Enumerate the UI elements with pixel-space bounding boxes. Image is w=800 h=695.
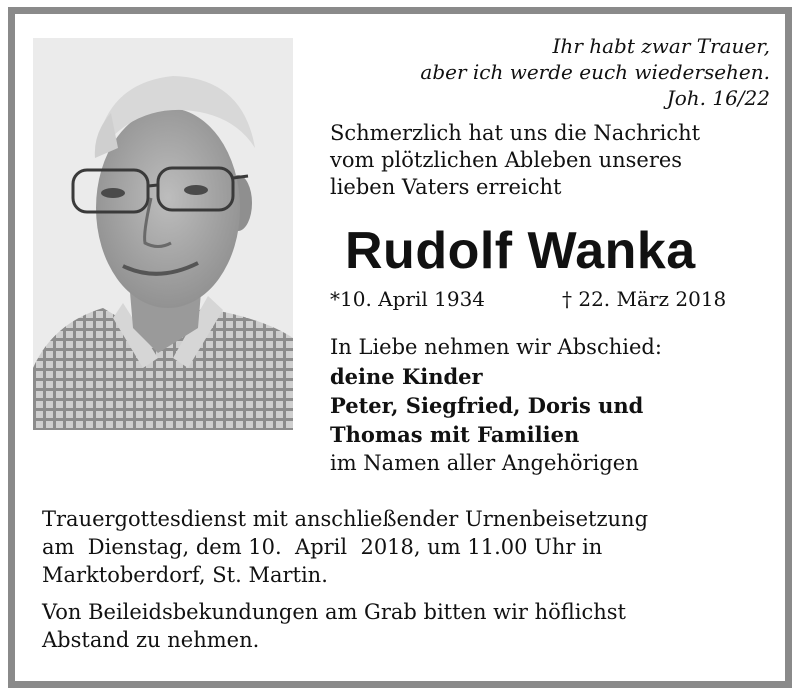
intro-line-3: lieben Vaters erreicht xyxy=(330,175,562,199)
deceased-name: Rudolf Wanka xyxy=(345,222,696,280)
farewell-line-5: im Namen aller Angehörigen xyxy=(330,451,639,475)
mourners-line-3: Thomas mit Familien xyxy=(330,422,580,447)
portrait-illustration xyxy=(33,38,293,430)
mourners-line-1: deine Kinder xyxy=(330,364,483,389)
birth-date: *10. April 1934 xyxy=(330,287,486,311)
condolence-line-1: Von Beileidsbekundungen am Grab bitten wir höflichst xyxy=(42,600,626,624)
service-line-3: Marktoberdorf, St. Martin. xyxy=(42,563,328,587)
mourners-line-2: Peter, Siegfried, Doris und xyxy=(330,393,644,418)
service-info xyxy=(42,505,762,589)
quote-line-1: Ihr habt zwar Trauer, xyxy=(552,34,770,58)
service-line-2: am Dienstag, dem 10. April 2018, um 11.00 Uhr in xyxy=(42,535,603,559)
intro-line-1: Schmerzlich hat uns die Nachricht xyxy=(330,121,701,145)
quote-reference: Joh. 16/22 xyxy=(666,86,770,110)
farewell-line-1: In Liebe nehmen wir Abschied: xyxy=(330,335,662,359)
farewell-block xyxy=(330,333,770,478)
intro-line-2: vom plötzlichen Ableben unseres xyxy=(330,148,683,172)
service-line-1: Trauergottesdienst mit anschließender Urnenbeisetzung xyxy=(42,507,649,531)
bible-quote xyxy=(350,33,770,111)
quote-line-2: aber ich werde euch wiedersehen. xyxy=(420,60,770,84)
portrait-photo xyxy=(33,38,293,430)
intro-text xyxy=(330,120,770,201)
condolence-note xyxy=(42,598,762,654)
life-dates xyxy=(330,285,770,313)
condolence-line-2: Abstand zu nehmen. xyxy=(42,628,260,652)
death-date: † 22. März 2018 xyxy=(562,287,727,311)
